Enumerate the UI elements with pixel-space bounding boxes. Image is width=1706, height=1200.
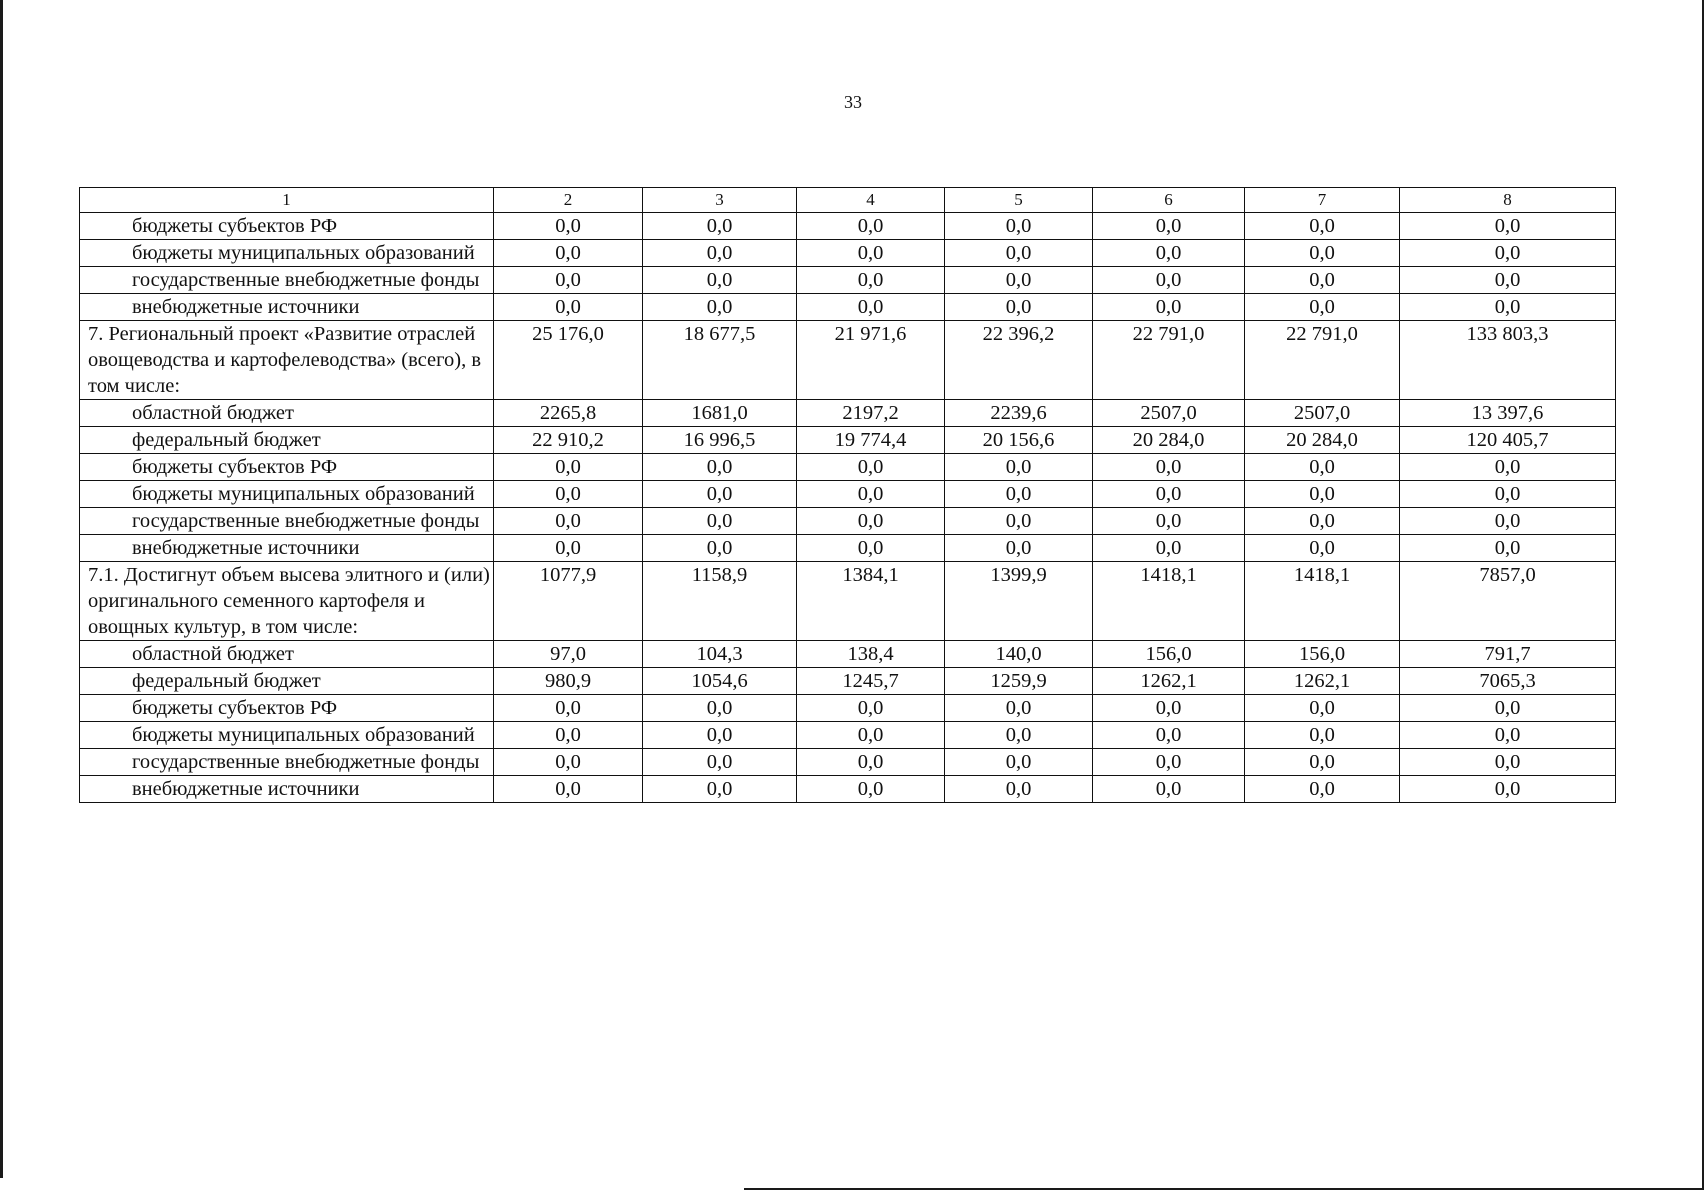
table-cell: 0,0 <box>1093 535 1245 562</box>
table-row <box>80 535 1616 562</box>
row-label: бюджеты субъектов РФ <box>80 213 494 240</box>
table-cell: 156,0 <box>1093 641 1245 668</box>
table-cell: 0,0 <box>1245 213 1400 240</box>
row-label: внебюджетные источники <box>80 294 494 321</box>
table-cell: 0,0 <box>797 695 945 722</box>
table-cell: 0,0 <box>1245 776 1400 803</box>
column-header: 7 <box>1245 188 1400 213</box>
table-cell: 1399,9 <box>945 562 1093 641</box>
table-cell: 0,0 <box>643 695 797 722</box>
table-row <box>80 267 1616 294</box>
table-cell: 21 971,6 <box>797 321 945 400</box>
table-cell: 0,0 <box>797 267 945 294</box>
table-cell: 0,0 <box>797 294 945 321</box>
column-header: 4 <box>797 188 945 213</box>
table-cell: 0,0 <box>1400 240 1616 267</box>
table-cell: 0,0 <box>1400 749 1616 776</box>
table-cell: 0,0 <box>1400 535 1616 562</box>
table-cell: 1158,9 <box>643 562 797 641</box>
table-cell: 0,0 <box>797 508 945 535</box>
table-cell: 16 996,5 <box>643 427 797 454</box>
table-cell: 120 405,7 <box>1400 427 1616 454</box>
table-row <box>80 454 1616 481</box>
row-label: государственные внебюджетные фонды <box>80 508 494 535</box>
table-cell: 980,9 <box>494 668 643 695</box>
table-cell: 0,0 <box>1245 695 1400 722</box>
table-cell: 0,0 <box>1400 213 1616 240</box>
table-cell: 0,0 <box>797 776 945 803</box>
table-cell: 2507,0 <box>1093 400 1245 427</box>
column-header: 3 <box>643 188 797 213</box>
table-cell: 13 397,6 <box>1400 400 1616 427</box>
table-cell: 2239,6 <box>945 400 1093 427</box>
table-cell: 0,0 <box>643 749 797 776</box>
table-cell: 138,4 <box>797 641 945 668</box>
column-header: 1 <box>80 188 494 213</box>
table-cell: 0,0 <box>1400 481 1616 508</box>
table-cell: 0,0 <box>1093 749 1245 776</box>
table-cell: 1681,0 <box>643 400 797 427</box>
table-cell: 22 791,0 <box>1245 321 1400 400</box>
table-cell: 1418,1 <box>1245 562 1400 641</box>
table-cell: 0,0 <box>494 240 643 267</box>
table-row <box>80 722 1616 749</box>
table-cell: 0,0 <box>643 481 797 508</box>
scan-edge-right <box>1702 0 1704 1190</box>
table-row <box>80 641 1616 668</box>
table-row <box>80 294 1616 321</box>
table-cell: 0,0 <box>1093 213 1245 240</box>
table-row <box>80 321 1616 400</box>
row-label: бюджеты муниципальных образований <box>80 481 494 508</box>
table-row <box>80 427 1616 454</box>
table-row <box>80 481 1616 508</box>
table-cell: 7065,3 <box>1400 668 1616 695</box>
table-cell: 0,0 <box>494 695 643 722</box>
table-row <box>80 508 1616 535</box>
table-cell: 25 176,0 <box>494 321 643 400</box>
table-cell: 20 156,6 <box>945 427 1093 454</box>
table-cell: 0,0 <box>1400 454 1616 481</box>
table-cell: 0,0 <box>797 454 945 481</box>
table-cell: 1259,9 <box>945 668 1093 695</box>
table-header <box>80 188 1616 213</box>
row-label: федеральный бюджет <box>80 668 494 695</box>
table-cell: 0,0 <box>643 722 797 749</box>
table-cell: 104,3 <box>643 641 797 668</box>
table-cell: 0,0 <box>643 454 797 481</box>
table-cell: 0,0 <box>1093 481 1245 508</box>
table-cell: 0,0 <box>1245 454 1400 481</box>
table-cell: 0,0 <box>945 776 1093 803</box>
table-cell: 0,0 <box>945 213 1093 240</box>
table-cell: 20 284,0 <box>1093 427 1245 454</box>
table-cell: 0,0 <box>945 481 1093 508</box>
table-cell: 0,0 <box>643 213 797 240</box>
page-number: 33 <box>844 92 862 112</box>
table-cell: 0,0 <box>945 749 1093 776</box>
column-header: 8 <box>1400 188 1616 213</box>
column-header: 6 <box>1093 188 1245 213</box>
row-label: внебюджетные источники <box>80 776 494 803</box>
table-cell: 0,0 <box>494 776 643 803</box>
table-cell: 0,0 <box>797 240 945 267</box>
budget-table <box>79 187 1616 803</box>
table-row <box>80 562 1616 641</box>
table-cell: 0,0 <box>1093 508 1245 535</box>
table-cell: 0,0 <box>643 240 797 267</box>
table-cell: 0,0 <box>643 267 797 294</box>
row-label: бюджеты субъектов РФ <box>80 454 494 481</box>
row-label: областной бюджет <box>80 400 494 427</box>
table-cell: 0,0 <box>1093 267 1245 294</box>
table-cell: 0,0 <box>494 213 643 240</box>
table-cell: 0,0 <box>1400 267 1616 294</box>
table-cell: 0,0 <box>1093 294 1245 321</box>
table-cell: 0,0 <box>945 695 1093 722</box>
column-header: 2 <box>494 188 643 213</box>
table-cell: 0,0 <box>1400 695 1616 722</box>
table-body <box>80 213 1616 803</box>
table-cell: 0,0 <box>1093 722 1245 749</box>
table-cell: 2265,8 <box>494 400 643 427</box>
table-cell: 1384,1 <box>797 562 945 641</box>
table-cell: 133 803,3 <box>1400 321 1616 400</box>
table-cell: 1077,9 <box>494 562 643 641</box>
table-cell: 0,0 <box>1245 240 1400 267</box>
table-cell: 0,0 <box>1400 508 1616 535</box>
table-cell: 2197,2 <box>797 400 945 427</box>
table-cell: 20 284,0 <box>1245 427 1400 454</box>
row-label: внебюджетные источники <box>80 535 494 562</box>
table-cell: 0,0 <box>797 722 945 749</box>
table-cell: 22 396,2 <box>945 321 1093 400</box>
table-cell: 791,7 <box>1400 641 1616 668</box>
table-cell: 0,0 <box>494 749 643 776</box>
table-cell: 0,0 <box>945 454 1093 481</box>
row-label: бюджеты субъектов РФ <box>80 695 494 722</box>
table-cell: 0,0 <box>494 267 643 294</box>
table-cell: 0,0 <box>797 481 945 508</box>
table-cell: 2507,0 <box>1245 400 1400 427</box>
table-cell: 1262,1 <box>1245 668 1400 695</box>
table-cell: 140,0 <box>945 641 1093 668</box>
table-cell: 0,0 <box>494 454 643 481</box>
table-cell: 18 677,5 <box>643 321 797 400</box>
table-cell: 1418,1 <box>1093 562 1245 641</box>
table-cell: 0,0 <box>643 535 797 562</box>
table-row <box>80 776 1616 803</box>
table-cell: 156,0 <box>1245 641 1400 668</box>
table-cell: 0,0 <box>494 535 643 562</box>
table-cell: 0,0 <box>945 535 1093 562</box>
table-cell: 0,0 <box>945 240 1093 267</box>
table-cell: 0,0 <box>797 535 945 562</box>
table-cell: 0,0 <box>1093 240 1245 267</box>
table-cell: 1262,1 <box>1093 668 1245 695</box>
table-cell: 0,0 <box>643 294 797 321</box>
table-row <box>80 213 1616 240</box>
header-row <box>80 188 1616 213</box>
row-label: бюджеты муниципальных образований <box>80 722 494 749</box>
table-cell: 1054,6 <box>643 668 797 695</box>
table-cell: 0,0 <box>1245 535 1400 562</box>
table-cell: 0,0 <box>945 508 1093 535</box>
table-cell: 0,0 <box>945 267 1093 294</box>
table-cell: 0,0 <box>1400 776 1616 803</box>
table-cell: 7857,0 <box>1400 562 1616 641</box>
table-cell: 0,0 <box>1245 294 1400 321</box>
table-cell: 22 910,2 <box>494 427 643 454</box>
scan-edge-bottom <box>744 1188 1704 1190</box>
table-cell: 0,0 <box>643 508 797 535</box>
table-cell: 0,0 <box>1245 267 1400 294</box>
table-cell: 0,0 <box>1400 722 1616 749</box>
row-label: 7. Региональный проект «Развитие отраслей овощеводства и картофелеводства» (всего), в том числе: <box>80 321 494 400</box>
table-cell: 0,0 <box>1093 695 1245 722</box>
table-cell: 1245,7 <box>797 668 945 695</box>
table-cell: 0,0 <box>494 508 643 535</box>
table-cell: 0,0 <box>1245 722 1400 749</box>
table-cell: 0,0 <box>797 749 945 776</box>
row-label: государственные внебюджетные фонды <box>80 749 494 776</box>
scan-edge-left <box>0 0 3 1178</box>
table-row <box>80 668 1616 695</box>
table-cell: 0,0 <box>945 294 1093 321</box>
row-label: 7.1. Достигнут объем высева элитного и (или) оригинального семенного картофеля и овощных культур, в том числе: <box>80 562 494 641</box>
table-cell: 0,0 <box>1245 481 1400 508</box>
table-cell: 0,0 <box>494 294 643 321</box>
table-cell: 97,0 <box>494 641 643 668</box>
table-cell: 0,0 <box>1093 454 1245 481</box>
table-cell: 0,0 <box>494 481 643 508</box>
table-cell: 0,0 <box>945 722 1093 749</box>
table-cell: 0,0 <box>643 776 797 803</box>
table-cell: 0,0 <box>797 213 945 240</box>
table-row <box>80 695 1616 722</box>
row-label: областной бюджет <box>80 641 494 668</box>
table-cell: 19 774,4 <box>797 427 945 454</box>
table-cell: 0,0 <box>1245 508 1400 535</box>
table-cell: 0,0 <box>1093 776 1245 803</box>
row-label: государственные внебюджетные фонды <box>80 267 494 294</box>
table-row <box>80 749 1616 776</box>
table-cell: 0,0 <box>1245 749 1400 776</box>
column-header: 5 <box>945 188 1093 213</box>
table-cell: 22 791,0 <box>1093 321 1245 400</box>
table-cell: 0,0 <box>1400 294 1616 321</box>
table-row <box>80 240 1616 267</box>
row-label: федеральный бюджет <box>80 427 494 454</box>
table-cell: 0,0 <box>494 722 643 749</box>
table-row <box>80 400 1616 427</box>
row-label: бюджеты муниципальных образований <box>80 240 494 267</box>
